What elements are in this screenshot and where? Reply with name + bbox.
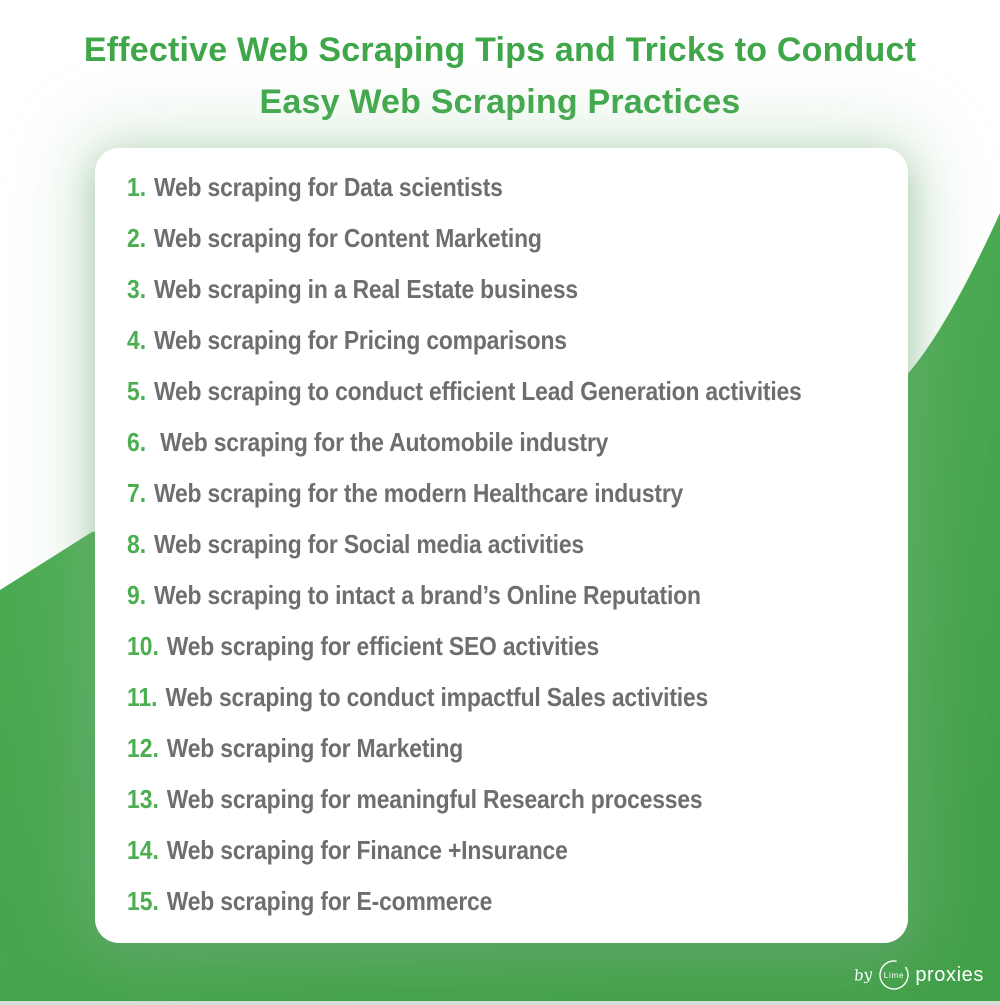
item-number: 10. — [127, 631, 159, 661]
list-item — [127, 723, 814, 774]
item-text: Web scraping for the Automobile industry — [154, 427, 609, 457]
item-text: Web scraping for Marketing — [166, 733, 464, 763]
item-number: 2. — [127, 223, 147, 253]
item-text: Web scraping for E-commerce — [166, 886, 493, 916]
page-title — [0, 24, 1000, 128]
list-item — [127, 366, 814, 417]
logo-by-text: by — [853, 965, 874, 985]
item-text: Web scraping for meaningful Research processes — [166, 784, 703, 814]
item-text: Web scraping for the modern Healthcare industry — [154, 478, 684, 508]
list-item — [127, 417, 814, 468]
logo-lime-text: Lime — [884, 971, 905, 980]
title-line-1: Effective Web Scraping Tips and Tricks to Conduct — [83, 31, 917, 69]
list-item — [127, 162, 814, 213]
item-text: Web scraping to conduct efficient Lead Generation activities — [154, 376, 802, 406]
item-number: 4. — [127, 325, 147, 355]
list-item — [127, 315, 814, 366]
item-number: 3. — [127, 274, 147, 304]
list-item — [127, 825, 814, 876]
item-number: 6. — [127, 427, 147, 457]
list-item — [127, 672, 814, 723]
item-number: 9. — [127, 580, 147, 610]
item-number: 14. — [127, 835, 159, 865]
item-text: Web scraping in a Real Estate business — [154, 274, 578, 304]
list-item — [127, 468, 814, 519]
item-text: Web scraping to intact a brand’s Online Reputation — [154, 580, 701, 610]
item-text: Web scraping for Social media activities — [154, 529, 584, 559]
item-text: Web scraping for efficient SEO activities — [166, 631, 600, 661]
item-number: 1. — [127, 172, 147, 202]
list-item — [127, 621, 814, 672]
item-text: Web scraping for Data scientists — [154, 172, 503, 202]
list-item — [127, 876, 814, 927]
item-number: 5. — [127, 376, 147, 406]
lime-circle-icon — [878, 959, 910, 991]
item-number: 7. — [127, 478, 147, 508]
item-text: Web scraping for Content Marketing — [154, 223, 542, 253]
list-item — [127, 264, 814, 315]
item-number: 11. — [127, 682, 158, 712]
title-line-2: Easy Web Scraping Practices — [259, 83, 741, 121]
item-number: 8. — [127, 529, 147, 559]
item-number: 13. — [127, 784, 159, 814]
list-item — [127, 570, 814, 621]
list-item — [127, 213, 814, 264]
item-text: Web scraping for Pricing comparisons — [154, 325, 567, 355]
item-number: 15. — [127, 886, 159, 916]
tips-list — [95, 148, 908, 927]
list-item — [127, 774, 814, 825]
logo-proxies-text: proxies — [915, 963, 984, 986]
list-item — [127, 519, 814, 570]
tips-card — [95, 148, 908, 943]
item-text: Web scraping for Finance +Insurance — [166, 835, 568, 865]
limeproxies-logo — [854, 958, 984, 992]
item-number: 12. — [127, 733, 159, 763]
item-text: Web scraping to conduct impactful Sales activities — [165, 682, 709, 712]
bottom-edge-strip — [0, 1001, 1000, 1005]
